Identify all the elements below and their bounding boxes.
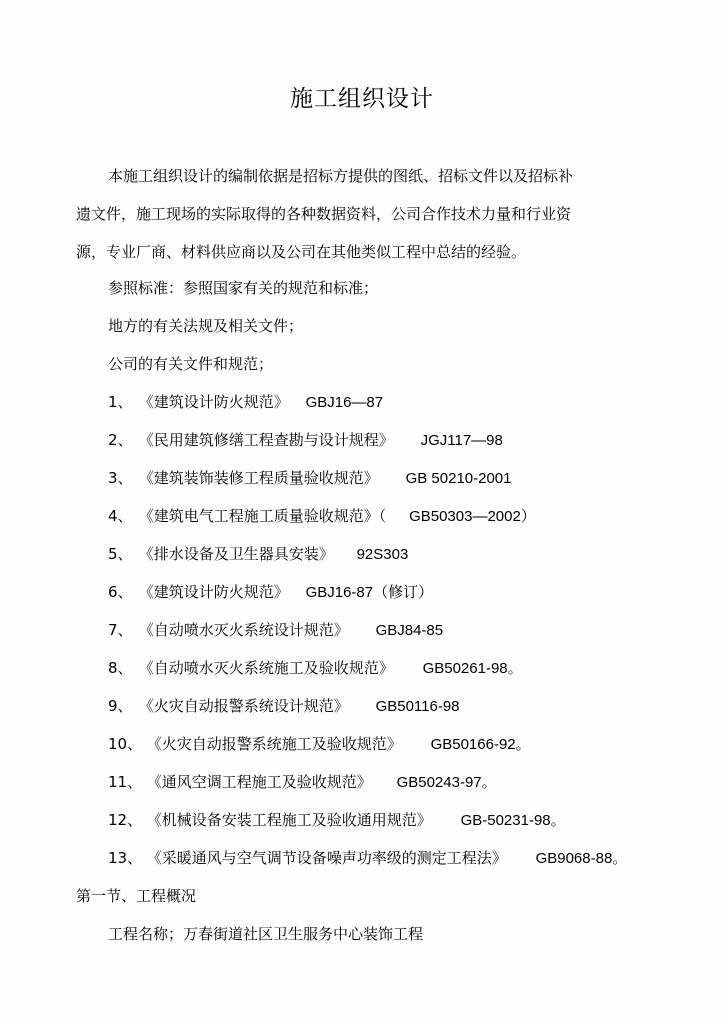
reference-item xyxy=(108,772,497,793)
reference-item xyxy=(108,392,383,413)
reference-number: 10、 xyxy=(108,735,143,753)
reference-title: 《排水设备及卫生器具安装》 xyxy=(138,545,334,563)
reference-code: JGJ117—98 xyxy=(420,432,503,449)
reference-title: 《自动喷水灭火系统设计规范》 xyxy=(138,621,349,639)
reference-title: 《建筑装饰装修工程质量验收规范》 xyxy=(138,469,379,487)
reference-number: 11、 xyxy=(108,773,143,791)
reference-number: 2、 xyxy=(108,431,133,449)
reference-item xyxy=(108,810,566,831)
reference-code: GB 50210-2001 xyxy=(405,470,512,487)
reference-number: 13、 xyxy=(108,849,143,867)
reference-item xyxy=(108,430,503,451)
reference-item xyxy=(108,734,531,755)
basis-local-regulations: 地方的有关法规及相关文件； xyxy=(108,317,304,335)
reference-code: GB50303—2002） xyxy=(409,508,536,525)
reference-item xyxy=(108,658,523,679)
reference-code: GB50166-92。 xyxy=(430,736,531,753)
reference-item xyxy=(108,696,460,717)
reference-code: GBJ16—87 xyxy=(305,394,384,411)
basis-company-documents: 公司的有关文件和规范； xyxy=(108,355,274,373)
reference-number: 7、 xyxy=(108,621,133,639)
project-name: 工程名称；万春街道社区卫生服务中心装饰工程 xyxy=(108,925,424,943)
reference-title: 《采暖通风与空气调节设备噪声功率级的测定工程法》 xyxy=(146,849,507,867)
reference-code: GB9068-88。 xyxy=(535,850,628,867)
reference-number: 3、 xyxy=(108,469,133,487)
reference-code: GB50243-97。 xyxy=(396,774,497,791)
reference-number: 12、 xyxy=(108,811,143,829)
reference-code: GBJ16-87（修订） xyxy=(305,584,434,601)
reference-item xyxy=(108,468,512,489)
reference-number: 8、 xyxy=(108,659,133,677)
page-title: 施工组织设计 xyxy=(290,86,434,112)
intro-line-3: 源，专业厂商、材料供应商以及公司在其他类似工程中总结的经验。 xyxy=(76,243,527,261)
reference-title: 《建筑电气工程施工质量验收规范》（ xyxy=(138,507,387,525)
reference-code: GBJ84-85 xyxy=(375,622,444,639)
reference-code: 92S303 xyxy=(356,546,409,563)
intro-line-1: 本施工组织设计的编制依据是招标方提供的图纸、招标文件以及招标补 xyxy=(108,167,574,185)
reference-title: 《建筑设计防火规范》 xyxy=(138,583,289,601)
reference-title: 《机械设备安装工程施工及验收通用规范》 xyxy=(146,811,432,829)
reference-item xyxy=(108,544,408,565)
basis-standards: 参照标准：参照国家有关的规范和标准； xyxy=(108,279,379,297)
reference-number: 9、 xyxy=(108,697,133,715)
reference-title: 《建筑设计防火规范》 xyxy=(138,393,289,411)
reference-title: 《民用建筑修缮工程查勘与设计规程》 xyxy=(138,431,394,449)
reference-number: 6、 xyxy=(108,583,133,601)
reference-title: 《通风空调工程施工及验收规范》 xyxy=(146,773,372,791)
reference-title: 《自动喷水灭火系统施工及验收规范》 xyxy=(138,659,394,677)
reference-title: 《火灾自动报警系统设计规范》 xyxy=(138,697,349,715)
reference-item xyxy=(108,506,536,527)
reference-item xyxy=(108,620,443,641)
reference-number: 4、 xyxy=(108,507,133,525)
reference-code: GB-50231-98。 xyxy=(460,812,566,829)
reference-item xyxy=(108,582,433,603)
reference-number: 1、 xyxy=(108,393,133,411)
reference-item xyxy=(108,848,627,869)
section-heading: 第一节、工程概况 xyxy=(76,887,197,905)
reference-title: 《火灾自动报警系统施工及验收规范》 xyxy=(146,735,402,753)
reference-code: GB50116-98 xyxy=(375,698,460,715)
intro-line-2: 遗文件，施工现场的实际取得的各种数据资料，公司合作技术力量和行业资 xyxy=(76,205,572,223)
reference-code: GB50261-98。 xyxy=(422,660,523,677)
reference-number: 5、 xyxy=(108,545,133,563)
